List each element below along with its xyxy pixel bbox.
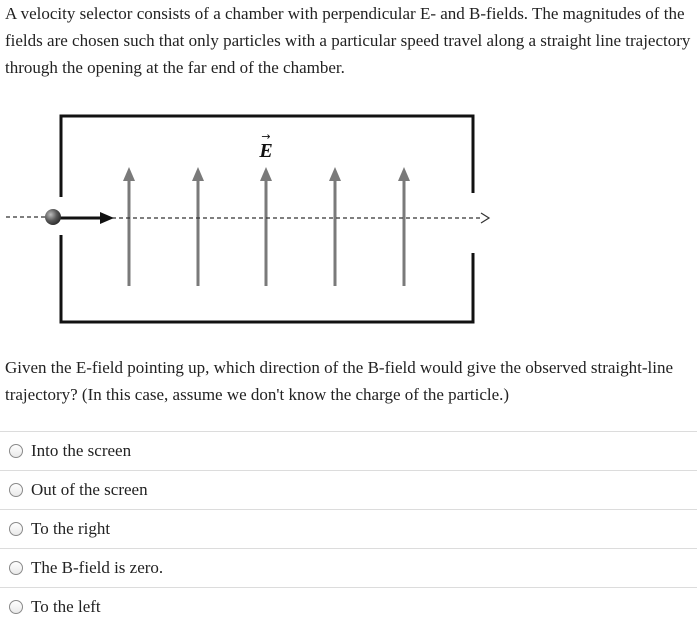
problem-intro: A velocity selector consists of a chamber with perpendicular E- and B-fields. The magnitudes of the fields are chosen such that only particles with a particular speed travel along a straight line trajectory through the opening at the far end of the chamber. — [5, 4, 691, 77]
answer-options — [0, 431, 697, 626]
velocity-selector-diagram — [0, 105, 697, 330]
radio-button[interactable] — [9, 444, 23, 458]
e-field-vector-accent: → — [261, 130, 271, 143]
velocity-arrowhead — [100, 212, 114, 224]
option-label: Out of the screen — [31, 480, 148, 499]
radio-button[interactable] — [9, 483, 23, 497]
radio-button[interactable] — [9, 561, 23, 575]
e-field-arrow — [329, 167, 341, 286]
e-field-arrow — [192, 167, 204, 286]
question-text: Given the E-field pointing up, which direction of the B-field would give the observed straight-line trajectory? (In this case, assume we don't know the charge of the particle.) — [5, 358, 674, 404]
option-label: To the right — [31, 519, 111, 538]
e-field-arrow — [260, 167, 272, 286]
e-field-arrow — [398, 167, 410, 286]
radio-button[interactable] — [9, 600, 23, 614]
option-to-the-left[interactable] — [0, 587, 697, 626]
option-b-field-zero[interactable] — [0, 548, 697, 587]
option-out-of-screen[interactable] — [0, 470, 697, 509]
option-label: The B-field is zero. — [31, 558, 164, 577]
option-into-screen[interactable] — [0, 431, 697, 470]
option-label: Into the screen — [31, 441, 132, 460]
option-to-the-right[interactable] — [0, 509, 697, 548]
e-field-label: E — [259, 140, 273, 162]
radio-button[interactable] — [9, 522, 23, 536]
e-field-arrows — [123, 167, 410, 286]
trajectory-arrowhead — [481, 213, 489, 223]
particle — [45, 209, 61, 225]
option-label: To the left — [31, 597, 101, 616]
e-field-arrow — [123, 167, 135, 286]
